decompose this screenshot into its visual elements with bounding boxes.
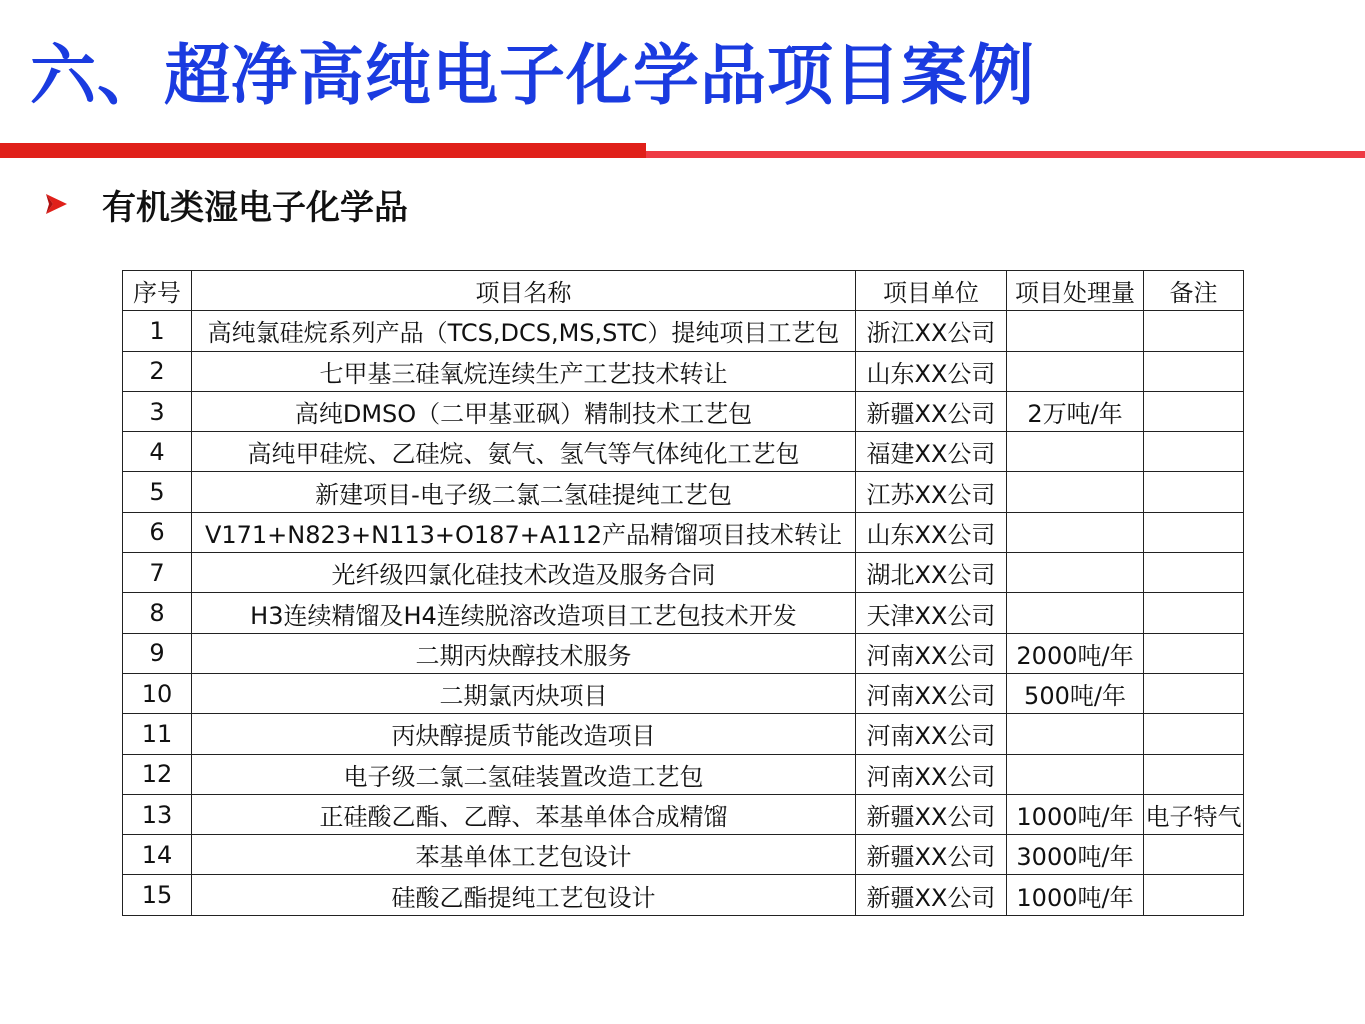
cell-unit: 福建XX公司 [856,432,1007,472]
cell-name: 新建项目-电子级二氯二氢硅提纯工艺包 [192,472,856,512]
cell-unit: 天津XX公司 [856,593,1007,633]
table-row [123,391,1244,431]
cell-no: 10 [123,673,192,713]
cell-name: 丙炔醇提质节能改造项目 [192,714,856,754]
cell-note [1144,391,1244,431]
cell-note [1144,432,1244,472]
cell-no: 12 [123,754,192,794]
cell-no: 3 [123,391,192,431]
table-row [123,593,1244,633]
cell-name: 光纤级四氯化硅技术改造及服务合同 [192,553,856,593]
cell-volume [1007,553,1144,593]
cell-name: 电子级二氯二氢硅装置改造工艺包 [192,754,856,794]
cell-name: H3连续精馏及H4连续脱溶改造项目工艺包技术开发 [192,593,856,633]
cell-volume [1007,432,1144,472]
table-row [123,512,1244,552]
table-row [123,432,1244,472]
cell-name: 高纯DMSO（二甲基亚砜）精制技术工艺包 [192,391,856,431]
table-header-row [123,271,1244,311]
cell-note [1144,472,1244,512]
cell-volume: 1000吨/年 [1007,794,1144,834]
cell-volume [1007,472,1144,512]
cell-name: 二期氯丙炔项目 [192,673,856,713]
cell-no: 8 [123,593,192,633]
table-row [123,794,1244,834]
cell-note [1144,512,1244,552]
cell-name: V171+N823+N113+O187+A112产品精馏项目技术转让 [192,512,856,552]
red-chevron-arrow-icon [44,192,68,216]
section-heading [44,182,408,226]
cell-no: 6 [123,512,192,552]
header-volume: 项目处理量 [1007,271,1144,311]
cell-no: 1 [123,311,192,351]
cell-volume: 500吨/年 [1007,673,1144,713]
header-name: 项目名称 [192,271,856,311]
cell-unit: 新疆XX公司 [856,835,1007,875]
cell-note [1144,351,1244,391]
cell-volume [1007,311,1144,351]
cell-unit: 河南XX公司 [856,633,1007,673]
table-row [123,311,1244,351]
cell-no: 7 [123,553,192,593]
cell-name: 七甲基三硅氧烷连续生产工艺技术转让 [192,351,856,391]
page-title: 六、超净高纯电子化学品项目案例 [30,37,1035,114]
cell-unit: 湖北XX公司 [856,553,1007,593]
cell-no: 11 [123,714,192,754]
table-body [123,311,1244,915]
project-table [122,270,1244,916]
header-unit: 项目单位 [856,271,1007,311]
cell-no: 13 [123,794,192,834]
header-note: 备注 [1144,271,1244,311]
cell-volume [1007,512,1144,552]
cell-unit: 山东XX公司 [856,351,1007,391]
cell-unit: 河南XX公司 [856,673,1007,713]
cell-volume: 2万吨/年 [1007,391,1144,431]
cell-note [1144,593,1244,633]
cell-note [1144,553,1244,593]
cell-no: 15 [123,875,192,915]
cell-name: 高纯氯硅烷系列产品（TCS,DCS,MS,STC）提纯项目工艺包 [192,311,856,351]
cell-unit: 河南XX公司 [856,754,1007,794]
cell-note [1144,754,1244,794]
cell-unit: 浙江XX公司 [856,311,1007,351]
cell-unit: 新疆XX公司 [856,875,1007,915]
cell-volume [1007,714,1144,754]
table-row [123,875,1244,915]
cell-volume: 3000吨/年 [1007,835,1144,875]
table-row [123,553,1244,593]
cell-volume [1007,593,1144,633]
cell-note [1144,714,1244,754]
table-row [123,472,1244,512]
header-no: 序号 [123,271,192,311]
cell-name: 二期丙炔醇技术服务 [192,633,856,673]
table-row [123,633,1244,673]
cell-no: 14 [123,835,192,875]
table-row [123,673,1244,713]
table-row [123,835,1244,875]
cell-note: 电子特气 [1144,794,1244,834]
cell-no: 4 [123,432,192,472]
cell-note [1144,875,1244,915]
cell-unit: 新疆XX公司 [856,794,1007,834]
cell-name: 硅酸乙酯提纯工艺包设计 [192,875,856,915]
cell-no: 2 [123,351,192,391]
title-underline-bar [0,143,646,158]
cell-name: 高纯甲硅烷、乙硅烷、氨气、氢气等气体纯化工艺包 [192,432,856,472]
cell-volume: 1000吨/年 [1007,875,1144,915]
cell-unit: 新疆XX公司 [856,391,1007,431]
table-row [123,714,1244,754]
cell-volume [1007,351,1144,391]
cell-note [1144,835,1244,875]
cell-name: 正硅酸乙酯、乙醇、苯基单体合成精馏 [192,794,856,834]
cell-volume: 2000吨/年 [1007,633,1144,673]
cell-volume [1007,754,1144,794]
cell-unit: 江苏XX公司 [856,472,1007,512]
table-row [123,754,1244,794]
cell-note [1144,673,1244,713]
cell-note [1144,633,1244,673]
title-underline-bar-thin [646,151,1365,158]
cell-name: 苯基单体工艺包设计 [192,835,856,875]
cell-no: 9 [123,633,192,673]
cell-note [1144,311,1244,351]
cell-unit: 山东XX公司 [856,512,1007,552]
cell-no: 5 [123,472,192,512]
section-title: 有机类湿电子化学品 [102,187,408,228]
table-row [123,351,1244,391]
cell-unit: 河南XX公司 [856,714,1007,754]
